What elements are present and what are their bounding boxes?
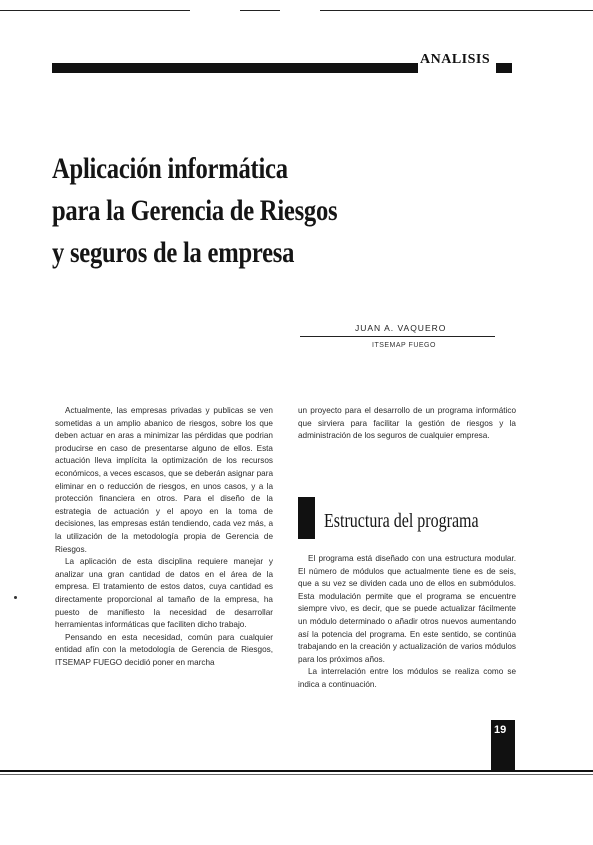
body-column-left xyxy=(55,405,273,669)
article-title xyxy=(52,148,396,274)
author-affiliation: ITSEMAP FUEGO xyxy=(372,342,436,349)
scan-edge-line xyxy=(320,10,593,11)
title-line: y seguros de la empresa xyxy=(52,236,295,269)
author-rule xyxy=(300,336,495,337)
paragraph: Pensando en esta necesidad, común para cualquier entidad afín con la metodología de Gerencia de Riesgos, ITSEMAP FUEGO decidió poner en marcha xyxy=(55,632,273,667)
section-label: ANALISIS xyxy=(420,52,491,67)
footer-rule xyxy=(0,770,593,772)
author-name: JUAN A. VAQUERO xyxy=(355,323,447,333)
body-column-right-bottom xyxy=(298,553,516,692)
page-number: 19 xyxy=(494,724,507,736)
footer-rule-thin xyxy=(0,774,593,775)
scan-edge-line xyxy=(240,10,280,11)
scan-speck xyxy=(14,596,17,599)
subhead-marker xyxy=(298,497,315,539)
scan-edge-line xyxy=(0,10,190,11)
title-line: Aplicación informática xyxy=(52,152,288,185)
paragraph: Actualmente, las empresas privadas y publicas se ven sometidas a un amplio abanico de riesgos, sobre los que deben actuar en aras a minimizar las pérdidas que podrian producirse en caso de presentarse alguno de ellos. Esta actuación lleva implícita la optimización de los recursos económicos, a veces escasos, que se deberán asignar para eliminar en o reducción de riesgos, en unos casos, y a la protección financiera en otros. Para el diseño de la estrategia de actuación y el apoyo en la toma de decisiones, las empresas están tendiendo, cada vez más, a la utilización de la metodología propia de Gerencia de Riesgos. xyxy=(55,406,274,554)
body-column-right-top xyxy=(298,405,516,443)
paragraph: La aplicación de esta disciplina requiere manejar y analizar una gran cantidad de datos en el área de la empresa. El tratamiento de estos datos, cuya cantidad es directamente proporcional al tamaño de la empresa, ha puesto de manifiesto la necesidad de desarrollar herramientas informáticas que faciliten dicho trabajo. xyxy=(55,557,273,630)
section-subheading: Estructura del programa xyxy=(324,510,479,532)
title-line: para la Gerencia de Riesgos xyxy=(52,194,338,227)
paragraph: un proyecto para el desarrollo de un programa informático que sirviera para facilitar la gestión de riesgos y la administración de los seguros de cualquier empresa. xyxy=(298,406,516,441)
paragraph: El programa está diseñado con una estructura modular. El número de módulos que actualmente tiene es de seis, que a su vez se dividen cada uno de ellos en submódulos. Esta modulación permite que el programa se encuentre siempre vivo, es decir, que se puede actualizar fácilmente un módulo determinado o añadir otros nuevos aumentando así la potencia del programa. En este sentido, se continúa trabajando en la creación y actualización de varios módulos para los próximos años. xyxy=(298,554,516,664)
paragraph: La interrelación entre los módulos se realiza como se indica a continuación. xyxy=(298,667,516,689)
